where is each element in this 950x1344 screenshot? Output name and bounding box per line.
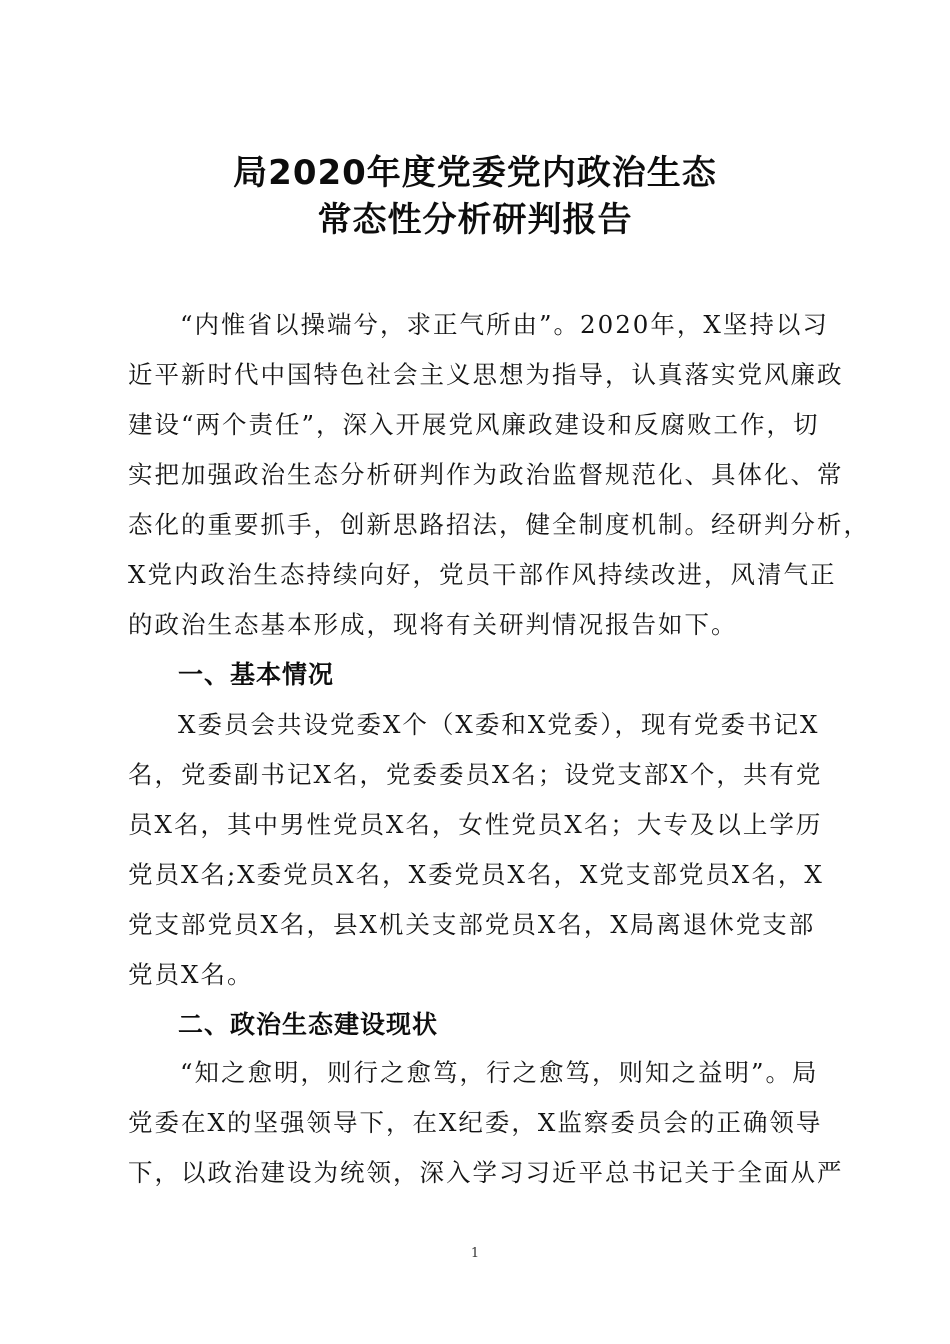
paragraph-line: 近平新时代中国特色社会主义思想为指导，认真落实党风廉政 xyxy=(128,360,844,389)
paragraph-line: 党员X名;X委党员X名，X委党员X名，X党支部党员X名，X xyxy=(128,860,824,889)
page-number: 1 xyxy=(470,1246,480,1261)
document-title-line-2: 常态性分析研判报告 xyxy=(317,200,633,240)
paragraph-line: 党员X名。 xyxy=(128,960,254,989)
paragraph-line: 态化的重要抓手，创新思路招法，健全制度机制。经研判分析， xyxy=(128,510,870,539)
paragraph-line: X委员会共设党委X个（X委和X党委），现有党委书记X xyxy=(178,710,820,739)
section-heading-political-ecology-status: 二、政治生态建设现状 xyxy=(178,1010,439,1039)
paragraph-line: 员X名，其中男性党员X名，女性党员X名；大专及以上学历 xyxy=(128,810,823,839)
paragraph-line: 实把加强政治生态分析研判作为政治监督规范化、具体化、常 xyxy=(128,460,844,489)
paragraph-line: 建设“两个责任”，深入开展党风廉政建设和反腐败工作，切 xyxy=(128,410,820,439)
paragraph-line: 党委在X的坚强领导下，在X纪委，X监察委员会的正确领导 xyxy=(128,1108,823,1137)
paragraph-line: 的政治生态基本形成，现将有关研判情况报告如下。 xyxy=(128,610,738,639)
paragraph-line: 名，党委副书记X名，党委委员X名；设党支部X个，共有党 xyxy=(128,760,823,789)
paragraph-line: “内惟省以操端兮，求正气所由”。2020年，X坚持以习 xyxy=(180,310,829,339)
paragraph-line: “知之愈明，则行之愈笃，行之愈笃，则知之益明”。局 xyxy=(180,1058,819,1087)
section-heading-basic-situation: 一、基本情况 xyxy=(178,660,335,689)
paragraph-line: X党内政治生态持续向好，党员干部作风持续改进，风清气正 xyxy=(128,560,837,589)
document-title-line-1: 局2020年度党委党内政治生态 xyxy=(233,153,717,193)
paragraph-line: 党支部党员X名，县X机关支部党员X名，X局离退休党支部 xyxy=(128,910,816,939)
paragraph-line: 下，以政治建设为统领，深入学习习近平总书记关于全面从严 xyxy=(128,1158,844,1187)
